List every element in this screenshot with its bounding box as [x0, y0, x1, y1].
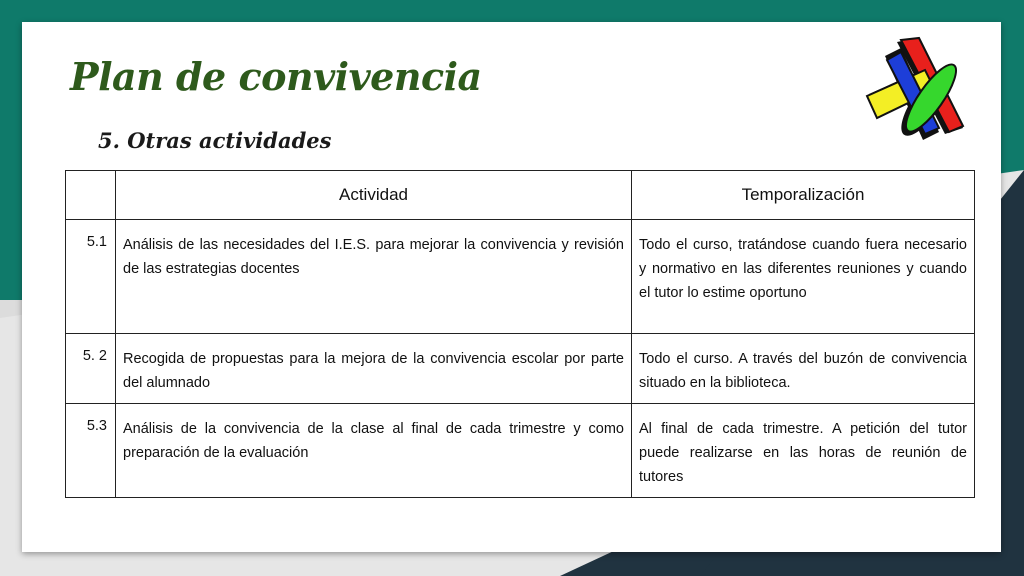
header-temporalizacion: Temporalización: [632, 171, 975, 220]
row-temporalizacion: Todo el curso. A través del buzón de convivencia situado en la biblioteca.: [632, 334, 975, 404]
page-title: Plan de convivencia: [70, 54, 482, 99]
table-row: [66, 404, 975, 498]
row-actividad: Análisis de la convivencia de la clase al final de cada trimestre y como preparación de la evaluación: [116, 404, 632, 498]
row-number: 5.3: [66, 404, 116, 498]
table-row: [66, 220, 975, 334]
table-row: [66, 334, 975, 404]
section-subtitle: 5. Otras actividades: [98, 128, 332, 153]
geometric-shapes-logo-icon: [845, 36, 970, 146]
header-number: [66, 171, 116, 220]
table-header-row: [66, 171, 975, 220]
row-number: 5.1: [66, 220, 116, 334]
row-temporalizacion: Al final de cada trimestre. A petición del tutor puede realizarse en las horas de reunión de tutores: [632, 404, 975, 498]
slide-panel: [22, 22, 1001, 552]
row-temporalizacion: Todo el curso, tratándose cuando fuera necesario y normativo en las diferentes reuniones y cuando el tutor lo estime oportuno: [632, 220, 975, 334]
activities-table: [65, 170, 975, 498]
row-actividad: Análisis de las necesidades del I.E.S. para mejorar la convivencia y revisión de las estrategias docentes: [116, 220, 632, 334]
header-actividad: Actividad: [116, 171, 632, 220]
row-number: 5. 2: [66, 334, 116, 404]
row-actividad: Recogida de propuestas para la mejora de la convivencia escolar por parte del alumnado: [116, 334, 632, 404]
